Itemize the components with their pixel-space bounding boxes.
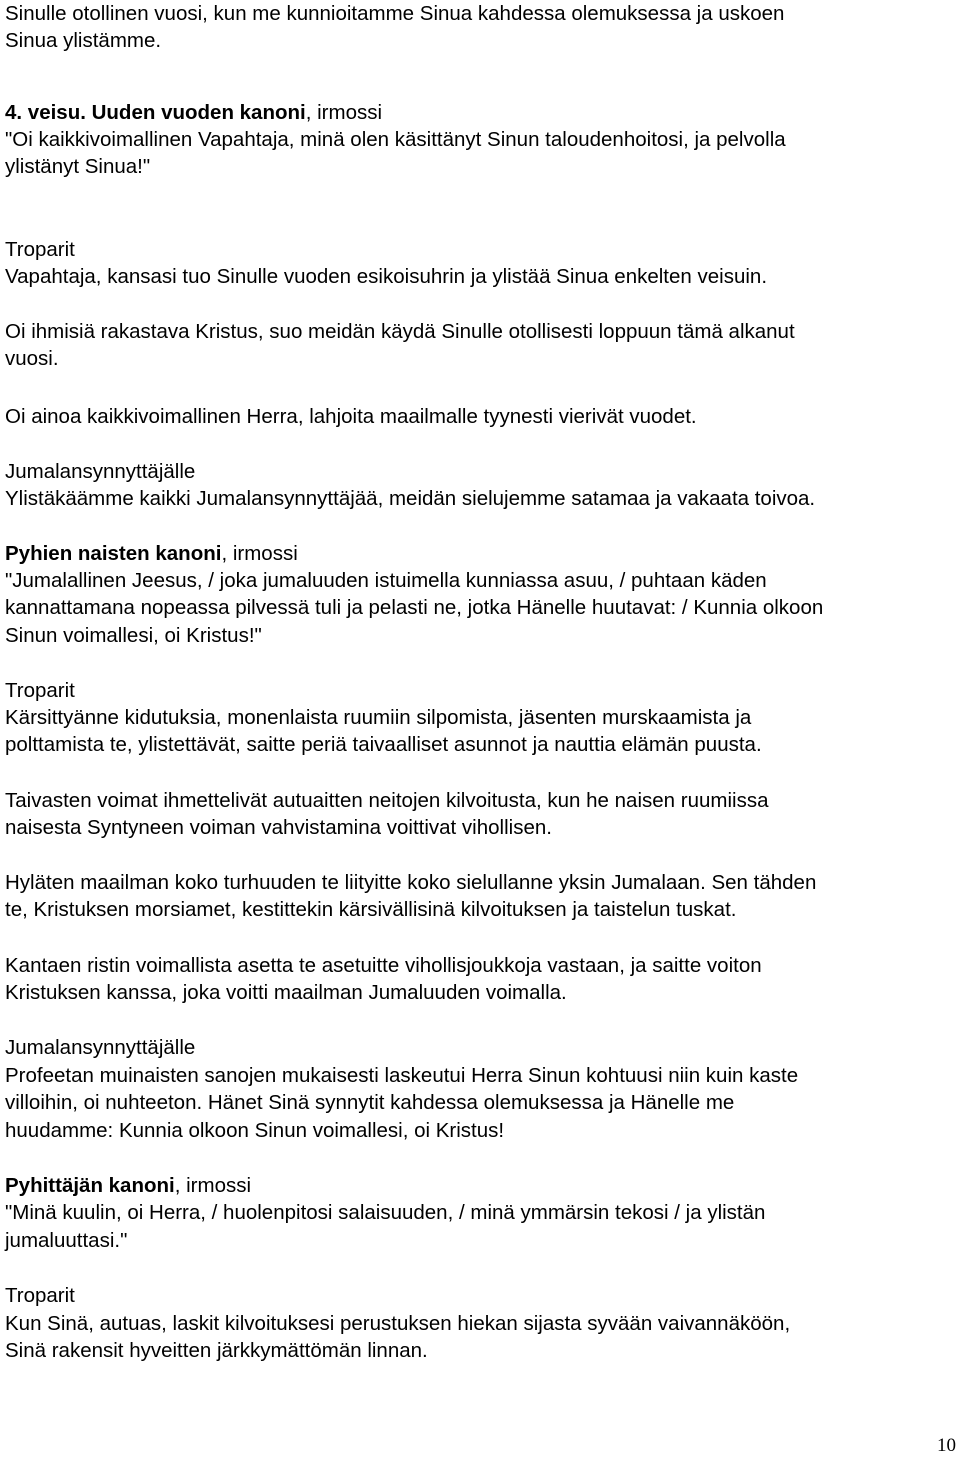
women-irmos-line-3: Sinun voimallesi, oi Kristus!" [5, 624, 262, 647]
ode4-heading-rest: , irmossi [305, 101, 383, 124]
tropar1-p2-line-2: vuosi. [5, 347, 59, 370]
hierarch-canon-heading-bold: Pyhittäjän kanoni [5, 1174, 175, 1197]
tropar2-p1-line-2: polttamista te, ylistettävät, saitte periä taivaalliset asunnot ja nauttia elämän puusta. [5, 733, 762, 756]
ode4-irmos-line-1: "Oi kaikkivoimallinen Vapahtaja, minä olen käsittänyt Sinun taloudenhoitosi, ja pelvolla [5, 128, 786, 151]
theotokion2-line-2: villoihin, oi nuhteeton. Hänet Sinä synnytit kahdessa olemuksessa ja Hänelle me [5, 1091, 735, 1114]
tropar2-p2-line-2: naisesta Syntyneen voiman vahvistamina voittivat vihollisen. [5, 816, 552, 839]
tropar3-label: Troparit [5, 1284, 75, 1307]
women-canon-heading [5, 540, 298, 567]
theotokion1-text: Ylistäkäämme kaikki Jumalansynnyttäjää, meidän sielujemme satamaa ja vakaata toivoa. [5, 487, 816, 510]
theotokion1-label: Jumalansynnyttäjälle [5, 460, 196, 483]
tropar2-p3-line-2: te, Kristuksen morsiamet, kestittekin kärsivällisinä kilvoituksen ja taistelun tuskat. [5, 898, 737, 921]
ode4-heading-bold: 4. veisu. Uuden vuoden kanoni [5, 101, 306, 124]
tropar1-p2-line-1: Oi ihmisiä rakastava Kristus, suo meidän käydä Sinulle otollisesti loppuun tämä alkanut [5, 320, 795, 343]
intro-line-1: Sinulle otollinen vuosi, kun me kunnioitamme Sinua kahdessa olemuksessa ja uskoen [5, 2, 785, 25]
tropar1-p3: Oi ainoa kaikkivoimallinen Herra, lahjoita maailmalle tyynesti vierivät vuodet. [5, 405, 697, 428]
theotokion2-line-3: huudamme: Kunnia olkoon Sinun voimallesi, oi Kristus! [5, 1119, 505, 1142]
women-canon-heading-bold: Pyhien naisten kanoni [5, 542, 222, 565]
intro-line-2: Sinua ylistämme. [5, 29, 162, 52]
tropar2-p1-line-1: Kärsittyänne kidutuksia, monenlaista ruumiin silpomista, jäsenten murskaamista ja [5, 706, 752, 729]
theotokion2-label: Jumalansynnyttäjälle [5, 1036, 196, 1059]
theotokion2-line-1: Profeetan muinaisten sanojen mukaisesti laskeutui Herra Sinun kohtuusi niin kuin kaste [5, 1064, 799, 1087]
tropar2-p2-line-1: Taivasten voimat ihmettelivät autuaitten neitojen kilvoitusta, kun he naisen ruumiissa [5, 789, 769, 812]
tropar3-p1-line-2: Sinä rakensit hyveitten järkkymättömän linnan. [5, 1339, 428, 1362]
ode4-irmos-line-2: ylistänyt Sinua!" [5, 155, 151, 178]
women-irmos-line-1: "Jumalallinen Jeesus, / joka jumaluuden istuimella kunniassa asuu, / puhtaan käden [5, 569, 767, 592]
page-number: 10 [937, 1435, 956, 1456]
hierarch-irmos-line-2: jumaluuttasi." [5, 1229, 128, 1252]
tropar2-label: Troparit [5, 679, 75, 702]
tropar2-p4-line-2: Kristuksen kanssa, joka voitti maailman Jumaluuden voimalla. [5, 981, 567, 1004]
hierarch-canon-heading-rest: , irmossi [174, 1174, 252, 1197]
women-irmos-line-2: kannattamana nopeassa pilvessä tuli ja pelasti ne, jotka Hänelle huutavat: / Kunnia olkoon [5, 596, 824, 619]
hierarch-irmos-line-1: "Minä kuulin, oi Herra, / huolenpitosi salaisuuden, / minä ymmärsin tekosi / ja ylistän [5, 1201, 766, 1224]
women-canon-heading-rest: , irmossi [221, 542, 298, 565]
tropar3-p1-line-1: Kun Sinä, autuas, laskit kilvoituksesi perustuksen hiekan sijasta syvään vaivannäköön, [5, 1312, 791, 1335]
tropar2-p4-line-1: Kantaen ristin voimallista asetta te asetuitte vihollisjoukkoja vastaan, ja saitte voiton [5, 954, 762, 977]
tropar2-p3-line-1: Hyläten maailman koko turhuuden te liityitte koko sielullanne yksin Jumalaan. Sen tähden [5, 871, 817, 894]
tropar1-p1: Vapahtaja, kansasi tuo Sinulle vuoden esikoisuhrin ja ylistää Sinua enkelten veisuin. [5, 265, 768, 288]
ode4-heading [5, 99, 382, 126]
tropar1-label: Troparit [5, 238, 75, 261]
hierarch-canon-heading [5, 1172, 251, 1199]
